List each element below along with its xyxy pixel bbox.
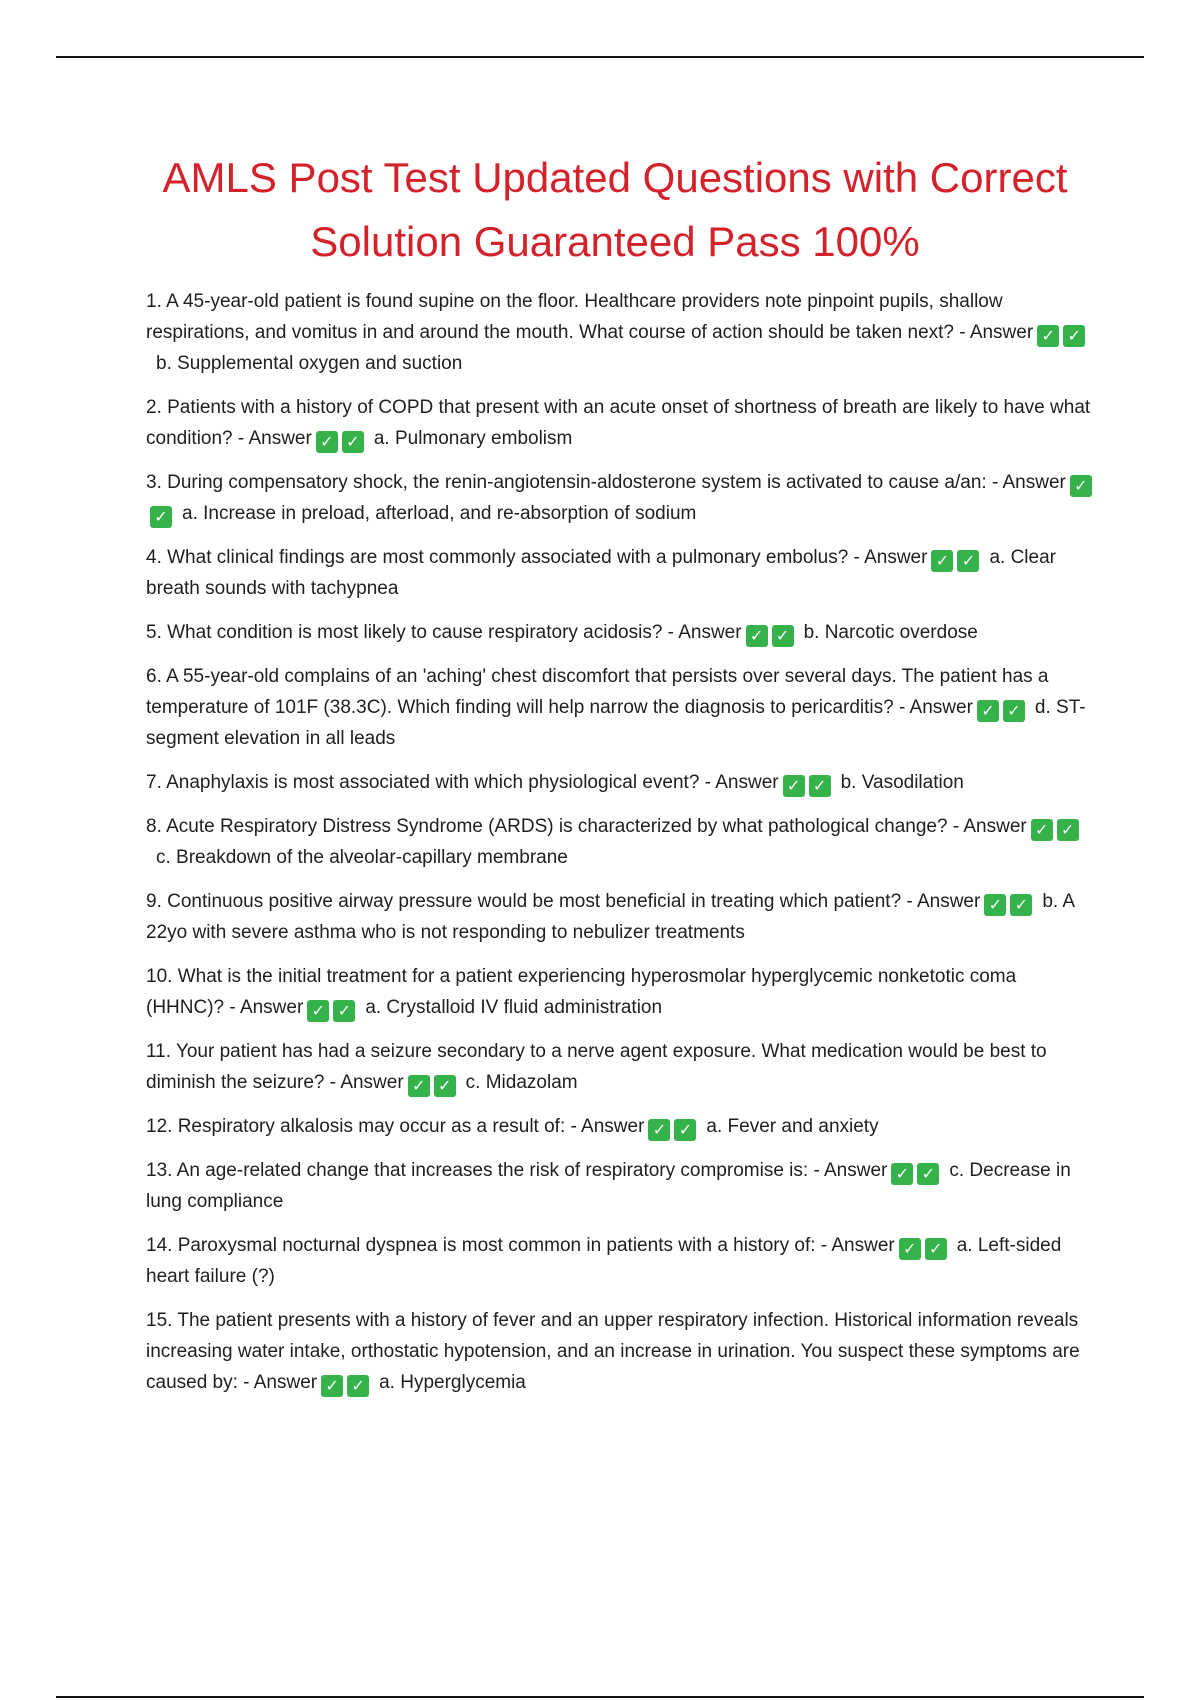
check-mark-icon: ✓ — [150, 506, 172, 528]
check-mark-icon: ✓ — [648, 1119, 670, 1141]
check-mark-icon: ✓ — [891, 1163, 913, 1185]
question-item — [146, 1305, 1096, 1398]
question-item — [146, 886, 1096, 948]
question-text: 13. An age-related change that increases the risk of respiratory compromise is: - Answer — [146, 1160, 888, 1181]
question-text: 8. Acute Respiratory Distress Syndrome (ARDS) is characterized by what pathological change? - Answer — [146, 816, 1027, 837]
check-mark-icon: ✓ — [809, 775, 831, 797]
check-mark-icon: ✓ — [1037, 325, 1059, 347]
question-text: 5. What condition is most likely to cause respiratory acidosis? - Answer — [146, 622, 742, 643]
check-mark-icon: ✓ — [307, 1000, 329, 1022]
question-item — [146, 467, 1096, 529]
check-mark-icon: ✓ — [321, 1375, 343, 1397]
question-text: 6. A 55-year-old complains of an 'aching' chest discomfort that persists over several days. The patient has a temperature of 101F (38.3C). Which finding will help narrow the diagnosis to pericarditis? - Answer — [146, 666, 1049, 718]
header-rule — [56, 56, 1144, 58]
check-mark-icon: ✓ — [977, 700, 999, 722]
check-mark-icon: ✓ — [925, 1238, 947, 1260]
question-text: 14. Paroxysmal nocturnal dyspnea is most common in patients with a history of: - Answer — [146, 1235, 895, 1256]
check-mark-icon: ✓ — [917, 1163, 939, 1185]
check-mark-icon: ✓ — [674, 1119, 696, 1141]
check-mark-icon: ✓ — [316, 431, 338, 453]
check-mark-icon: ✓ — [957, 550, 979, 572]
question-item — [146, 542, 1096, 604]
check-mark-icon: ✓ — [746, 625, 768, 647]
question-item — [146, 392, 1096, 454]
question-text: 15. The patient presents with a history of fever and an upper respiratory infection. Historical information reveals increasing water intake, orthostatic hypotension, and an increase in urination. You suspect these symptoms are caused by: - Answer — [146, 1310, 1080, 1393]
check-mark-icon: ✓ — [434, 1075, 456, 1097]
answer-text: c. Decrease in lung compliance — [146, 1160, 1071, 1212]
question-text: 7. Anaphylaxis is most associated with which physiological event? - Answer — [146, 772, 779, 793]
check-mark-icon: ✓ — [1063, 325, 1085, 347]
check-mark-icon: ✓ — [1010, 894, 1032, 916]
document-title-line2: Solution Guaranteed Pass 100% — [310, 218, 920, 265]
question-text: 12. Respiratory alkalosis may occur as a result of: - Answer — [146, 1116, 645, 1137]
check-mark-icon: ✓ — [783, 775, 805, 797]
question-list — [146, 286, 1096, 1411]
document-title-line1: AMLS Post Test Updated Questions with Correct — [162, 154, 1068, 201]
footer-rule — [56, 1696, 1144, 1698]
answer-text: b. Vasodilation — [840, 772, 964, 793]
answer-text: a. Crystalloid IV fluid administration — [365, 997, 663, 1018]
question-text: 10. What is the initial treatment for a patient experiencing hyperosmolar hyperglycemic nonketotic coma (HHNC)? - Answer — [146, 966, 1017, 1018]
answer-text: a. Increase in preload, afterload, and re-absorption of sodium — [182, 503, 697, 524]
question-item — [146, 811, 1096, 873]
question-text: 11. Your patient has had a seizure secondary to a nerve agent exposure. What medication would be best to diminish the seizure? - Answer — [146, 1041, 1047, 1093]
check-mark-icon: ✓ — [347, 1375, 369, 1397]
question-text: 2. Patients with a history of COPD that present with an acute onset of shortness of breath are likely to have what condition? - Answer — [146, 397, 1091, 449]
answer-text: b. Narcotic overdose — [803, 622, 978, 643]
answer-text: a. Fever and anxiety — [706, 1116, 879, 1137]
answer-text: a. Hyperglycemia — [379, 1372, 526, 1393]
question-item — [146, 1036, 1096, 1098]
check-mark-icon: ✓ — [408, 1075, 430, 1097]
answer-text: a. Clear breath sounds with tachypnea — [146, 547, 1056, 599]
answer-text: c. Midazolam — [465, 1072, 578, 1093]
question-item — [146, 1155, 1096, 1217]
check-mark-icon: ✓ — [984, 894, 1006, 916]
question-text: 3. During compensatory shock, the renin-angiotensin-aldosterone system is activated to cause a/an: - Answer — [146, 472, 1066, 493]
question-item — [146, 661, 1096, 754]
check-mark-icon: ✓ — [899, 1238, 921, 1260]
answer-text: a. Pulmonary embolism — [373, 428, 573, 449]
question-text: 9. Continuous positive airway pressure would be most beneficial in treating which patient? - Answer — [146, 891, 981, 912]
question-item — [146, 617, 1096, 648]
answer-text: b. A 22yo with severe asthma who is not responding to nebulizer treatments — [146, 891, 1075, 943]
question-item — [146, 286, 1096, 379]
check-mark-icon: ✓ — [1057, 819, 1079, 841]
question-item — [146, 1230, 1096, 1292]
question-item — [146, 1111, 1096, 1142]
answer-text: d. ST-segment elevation in all leads — [146, 697, 1086, 749]
check-mark-icon: ✓ — [1003, 700, 1025, 722]
check-mark-icon: ✓ — [931, 550, 953, 572]
question-text: 4. What clinical findings are most commonly associated with a pulmonary embolus? - Answer — [146, 547, 928, 568]
check-mark-icon: ✓ — [333, 1000, 355, 1022]
check-mark-icon: ✓ — [1031, 819, 1053, 841]
document-title — [140, 146, 1090, 274]
check-mark-icon: ✓ — [342, 431, 364, 453]
check-mark-icon: ✓ — [1070, 475, 1092, 497]
answer-text: a. Left-sided heart failure (?) — [146, 1235, 1062, 1287]
answer-text: b. Supplemental oxygen and suction — [156, 353, 463, 374]
check-mark-icon: ✓ — [772, 625, 794, 647]
question-item — [146, 767, 1096, 798]
answer-text: c. Breakdown of the alveolar-capillary membrane — [156, 847, 568, 868]
question-item — [146, 961, 1096, 1023]
question-text: 1. A 45-year-old patient is found supine on the floor. Healthcare providers note pinpoint pupils, shallow respirations, and vomitus in and around the mouth. What course of action should be taken next? - Answer — [146, 291, 1034, 343]
